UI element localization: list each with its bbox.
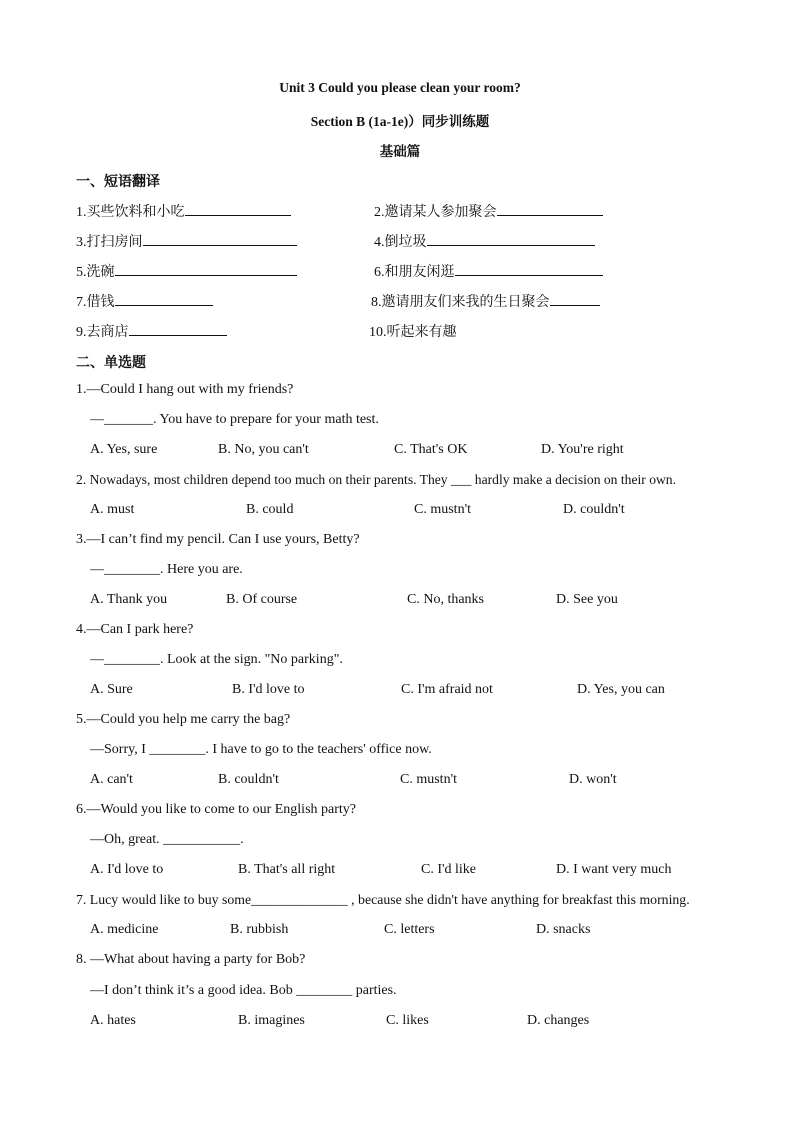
option-a[interactable]: A. can't: [90, 772, 133, 787]
phrase-item: [374, 231, 595, 251]
option-d[interactable]: D. couldn't: [563, 502, 625, 517]
option-d[interactable]: D. snacks: [536, 922, 591, 937]
question-stem: 6.—Would you like to come to our English party?: [76, 802, 356, 817]
phrase-item: [76, 201, 291, 221]
phrase-item: [371, 291, 600, 311]
option-b[interactable]: B. No, you can't: [218, 442, 309, 457]
option-d[interactable]: D. won't: [569, 772, 617, 787]
phrase-item: [369, 321, 457, 341]
phrase-text: 1.买些饮料和小吃: [76, 205, 185, 220]
question-stem: 7. Lucy would like to buy some______________ , because she didn't have anything for breakfast this morning.: [76, 892, 690, 907]
answer-blank[interactable]: [143, 233, 297, 246]
option-a[interactable]: A. medicine: [90, 922, 159, 937]
answer-blank[interactable]: [455, 263, 603, 276]
phrase-text: 9.去商店: [76, 325, 129, 340]
phrase-text: 2.邀请某人参加聚会: [374, 205, 497, 220]
option-c[interactable]: C. likes: [386, 1013, 429, 1028]
option-c[interactable]: C. I'm afraid not: [401, 682, 493, 697]
option-d[interactable]: D. See you: [556, 592, 618, 607]
option-b[interactable]: B. could: [246, 502, 294, 517]
question-stem: —I don’t think it’s a good idea. Bob ________ parties.: [90, 983, 397, 998]
phrase-text: 7.借钱: [76, 295, 115, 310]
option-c[interactable]: C. letters: [384, 922, 435, 937]
phrase-item: [76, 291, 213, 311]
option-a[interactable]: A. I'd love to: [90, 862, 164, 877]
option-a[interactable]: A. hates: [90, 1013, 136, 1028]
option-c[interactable]: C. That's OK: [394, 442, 468, 457]
option-d[interactable]: D. I want very much: [556, 862, 672, 877]
option-c[interactable]: C. mustn't: [400, 772, 457, 787]
question-stem: 8. —What about having a party for Bob?: [76, 952, 306, 967]
option-b[interactable]: B. I'd love to: [232, 682, 305, 697]
option-d[interactable]: D. Yes, you can: [577, 682, 665, 697]
option-b[interactable]: B. That's all right: [238, 862, 336, 877]
answer-blank[interactable]: [115, 293, 213, 306]
phrase-item: [374, 261, 603, 281]
answer-blank[interactable]: [185, 203, 291, 216]
answer-blank[interactable]: [115, 263, 297, 276]
question-stem: 2. Nowadays, most children depend too much on their parents. They ___ hardly make a decision on their own.: [76, 472, 676, 487]
option-b[interactable]: B. couldn't: [218, 772, 279, 787]
answer-blank[interactable]: [427, 233, 595, 246]
option-d[interactable]: D. changes: [527, 1013, 590, 1028]
option-a[interactable]: A. Yes, sure: [90, 442, 158, 457]
option-b[interactable]: B. rubbish: [230, 922, 289, 937]
question-stem: —Oh, great. ___________.: [90, 832, 244, 847]
question-stem: —________. Here you are.: [90, 562, 243, 577]
phrase-item: [76, 261, 297, 281]
answer-blank[interactable]: [129, 323, 227, 336]
option-c[interactable]: C. I'd like: [421, 862, 477, 877]
phrase-text: 10.听起来有趣: [369, 325, 457, 340]
option-a[interactable]: A. Thank you: [90, 592, 168, 607]
option-a[interactable]: A. must: [90, 502, 135, 517]
option-c[interactable]: C. mustn't: [414, 502, 471, 517]
option-c[interactable]: C. No, thanks: [407, 592, 484, 607]
section-heading-choice: 二、单选题: [76, 356, 146, 371]
phrase-text: 5.洗碗: [76, 265, 115, 280]
question-stem: 1.—Could I hang out with my friends?: [76, 382, 294, 397]
phrase-item: [374, 201, 603, 221]
phrase-text: 3.打扫房间: [76, 235, 143, 250]
section-heading-translation: 一、短语翻译: [76, 175, 160, 190]
phrase-item: [76, 321, 227, 341]
option-b[interactable]: B. Of course: [226, 592, 298, 607]
phrase-text: 6.和朋友闲逛: [374, 265, 455, 280]
question-stem: —________. Look at the sign. "No parking".: [90, 652, 343, 667]
worksheet-subtitle: Section B (1a-1e)）同步训练题: [310, 114, 490, 129]
option-b[interactable]: B. imagines: [238, 1013, 305, 1028]
phrase-text: 4.倒垃圾: [374, 235, 427, 250]
question-stem: 4.—Can I park here?: [76, 622, 194, 637]
answer-blank[interactable]: [550, 293, 600, 306]
phrase-item: [76, 231, 297, 251]
answer-blank[interactable]: [497, 203, 603, 216]
option-d[interactable]: D. You're right: [541, 442, 624, 457]
question-stem: —_______. You have to prepare for your math test.: [90, 412, 379, 427]
difficulty-level: 基础篇: [379, 144, 421, 159]
question-stem: —Sorry, I ________. I have to go to the teachers' office now.: [90, 742, 432, 757]
phrase-text: 8.邀请朋友们来我的生日聚会: [371, 295, 550, 310]
option-a[interactable]: A. Sure: [90, 682, 133, 697]
question-stem: 5.—Could you help me carry the bag?: [76, 712, 291, 727]
question-stem: 3.—I can’t find my pencil. Can I use yours, Betty?: [76, 532, 360, 547]
worksheet-title: Unit 3 Could you please clean your room?: [279, 80, 521, 95]
